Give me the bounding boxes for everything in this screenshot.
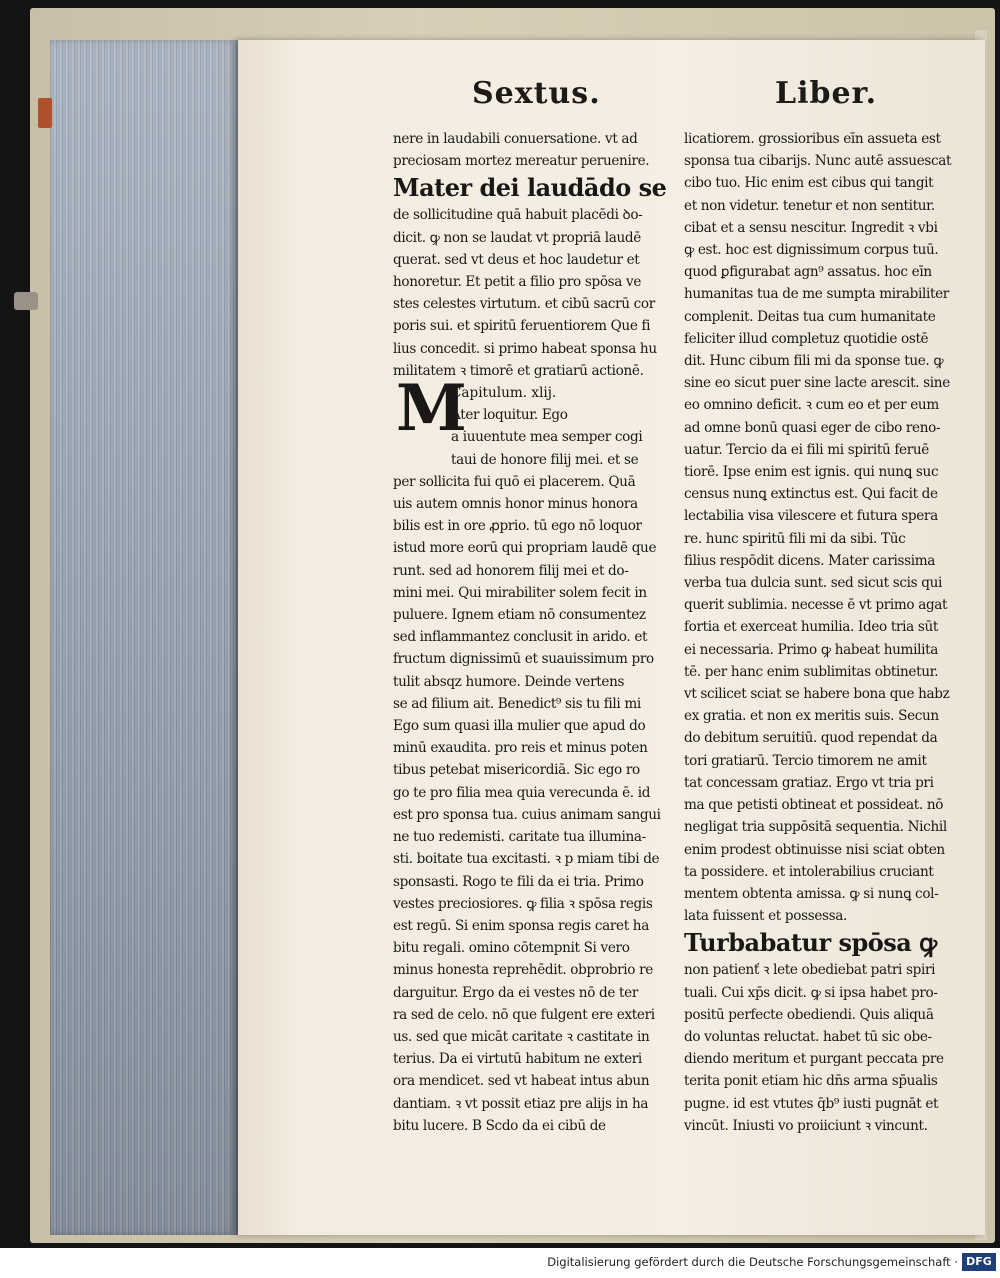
text-line: tuali. Cui xp̄s dicit. ꝙ si ipsa habet pro-: [684, 984, 938, 1001]
text-line: se ad filium ait. Benedict⁹ sis tu fili mi: [393, 695, 641, 712]
text-line: sed inflammantez conclusit in arido. et: [393, 629, 648, 646]
text-line: Ego sum quasi illa mulier que apud do: [393, 718, 646, 735]
text-line: pugne. id est vtutes q̄b⁹ iusti pugnāt et: [684, 1095, 939, 1112]
text-line: non patienť ꝛ lete obediebat patri spiri: [684, 962, 936, 979]
text-line: tori gratiarū. Tercio timorem ne amit: [684, 752, 927, 769]
text-line: bitu regali. omino cōtempnit Si vero: [393, 940, 630, 957]
text-line: go te pro filia mea quia verecunda ē. id: [393, 784, 651, 801]
text-line: Ater loquitur. Ego: [451, 407, 568, 424]
text-line: ex gratia. et non ex meritis suis. Secun: [684, 708, 939, 725]
text-line: terius. Da ei virtutū habitum ne exteri: [393, 1051, 642, 1068]
funding-credit: Digitalisierung gefördert durch die Deutsche Forschungsgemeinschaft ·: [547, 1255, 958, 1269]
text-line: bilis est in ore ꝓprio. tū ego nō loquor: [393, 518, 642, 535]
text-line: puluere. Ignem etiam nō consumentez: [393, 607, 646, 624]
text-line: bitu lucere. B Scdo da ei cibū de: [393, 1117, 606, 1134]
text-line: diendo meritum et purgant peccata pre: [684, 1051, 944, 1068]
text-line: per sollicita fui quō ei placerem. Quā: [393, 473, 636, 490]
text-line: ei necessaria. Primo ꝙ habeat humilita: [684, 641, 938, 658]
text-line: filius respōdit dicens. Mater carissima: [684, 552, 936, 569]
text-line: uis autem omnis honor minus honora: [393, 496, 638, 513]
text-line: ad omne bonū quasi eger de cibo reno-: [684, 419, 941, 436]
text-line: runt. sed ad honorem filij mei et do-: [393, 562, 629, 579]
text-line: feliciter illud completuz quotidie ostē: [684, 330, 929, 347]
text-line: ꝙ est. hoc est dignissimum corpus tuū.: [684, 242, 939, 259]
text-line: humanitas tua de me sumpta mirabiliter: [684, 286, 949, 303]
dfg-logo: DFG: [962, 1253, 996, 1271]
text-line: verba tua dulcia sunt. sed sicut scis qui: [684, 575, 942, 592]
text-line: est regū. Si enim sponsa regis caret ha: [393, 917, 649, 934]
text-line: cibo tuo. Hic enim est cibus qui tangit: [684, 175, 934, 192]
text-line: querat. sed vt deus et hoc laudetur et: [393, 251, 640, 268]
text-line: nere in laudabili conuersatione. vt ad: [393, 131, 638, 147]
text-line: negligat tria suppōsitā sequentia. Nichil: [684, 819, 947, 836]
text-line: istud more eorū qui propriam laudē que: [393, 540, 657, 557]
page-block-shading: [50, 40, 240, 1235]
text-line: est pro sponsa tua. cuius animam sangui: [393, 806, 661, 823]
text-line: a iuuentute mea semper cogi: [451, 429, 643, 446]
text-line: tē. per hanc enim sublimitas obtinetur.: [684, 663, 939, 680]
text-line: licatiorem. grossioribus eīn assueta est: [684, 131, 941, 147]
text-line: stes celestes virtutum. et cibū sacrū cor: [393, 296, 655, 313]
running-head-right: Liber.: [775, 76, 878, 111]
text-line: ta possidere. et intolerabilius cruciant: [684, 863, 934, 880]
text-line: uatur. Tercio da ei fili mi spiritū feruē: [684, 441, 929, 458]
text-line: do debitum seruitiū. quod rependat da: [684, 730, 938, 747]
text-line: darguitur. Ergo da ei vestes nō de ter: [393, 984, 638, 1001]
text-line: vincūt. Iniusti vo proiiciunt ꝛ vincunt.: [684, 1117, 928, 1134]
text-line: re. hunc spiritū fili mi da sibi. Tūc: [684, 530, 906, 547]
text-line: lectabilia visa vilescere et futura spera: [684, 508, 938, 525]
clasp: [14, 292, 38, 310]
text-line: enim prodest obtinuisse nisi sciat obten: [684, 841, 945, 858]
text-line: minū exaudita. pro reis et minus poten: [393, 740, 648, 757]
text-line: dicit. ꝙ non se laudat vt propriā laudē: [393, 229, 641, 246]
text-line: ma que petisti obtineat et possideat. nō: [684, 797, 944, 814]
section-heading: Turbabatur spōsa ꝙ: [684, 928, 937, 958]
section-heading: Mater dei laudādo se: [393, 173, 667, 203]
right-text-column: [684, 128, 960, 1137]
text-line: sponsa tua cibarijs. Nunc autē assuescat: [684, 153, 952, 170]
text-line: ra sed de celo. nō que fulgent ere exteri: [393, 1006, 655, 1023]
text-line: tat concessam gratiaz. Ergo vt tria pri: [684, 774, 934, 791]
text-line: militatem ꝛ timorē et gratiarū actionē.: [393, 362, 644, 379]
text-line: tibus petebat misericordiā. Sic ego ro: [393, 762, 640, 779]
chapter-label: Capitulum. xlij.: [451, 385, 557, 402]
text-line: tiorē. Ipse enim est ignis. qui nunꝗ suc: [684, 464, 939, 481]
text-line: eo omnino deficit. ꝛ cum eo et per eum: [684, 397, 939, 414]
text-line: taui de honore filij mei. et se: [451, 451, 639, 468]
text-line: lius concedit. si primo habeat sponsa hu: [393, 340, 657, 357]
text-line: fortia et exerceat humilia. Ideo tria sūt: [684, 619, 938, 636]
text-line: poris sui. et spiritū feruentiorem Que fi: [393, 318, 651, 335]
text-line: sponsasti. Rogo te fili da ei tria. Primo: [393, 873, 644, 890]
text-line: positū perfecte obediendi. Quis aliquā: [684, 1006, 934, 1023]
text-line: mentem obtenta amissa. ꝙ si nunꝗ col-: [684, 885, 939, 902]
text-line: minus honesta reprehēdit. obprobrio re: [393, 962, 653, 979]
footer-bar: [0, 1248, 1000, 1278]
text-line: tulit absqz humore. Deinde vertens: [393, 673, 625, 690]
text-line: census nunꝗ extinctus est. Qui facit de: [684, 486, 938, 503]
text-line: ora mendicet. sed vt habeat intus abun: [393, 1073, 650, 1090]
running-head-left: Sextus.: [472, 76, 601, 111]
text-line: sti. boitate tua excitasti. ꝛ p miam tibi de: [393, 851, 660, 868]
text-line: terita ponit etiam hic dn̄s arma sp̄ualis: [684, 1073, 938, 1090]
text-line: fructum dignissimū et suauissimum pro: [393, 651, 654, 668]
text-line: sine eo sicut puer sine lacte arescit. sine: [684, 375, 950, 392]
text-line: cibat et a sensu nescitur. Ingredit ꝛ vbi: [684, 219, 938, 236]
text-line: vt scilicet sciat se habere bona que habz: [684, 686, 950, 703]
text-line: dantiam. ꝛ vt possit etiaz pre alijs in ha: [393, 1095, 649, 1112]
text-line: vestes preciosiores. ꝙ filia ꝛ spōsa regis: [393, 895, 653, 912]
text-line: do voluntas reluctat. habet tū sic obe-: [684, 1028, 932, 1045]
drop-cap-initial: M: [396, 371, 467, 446]
text-line: et non videtur. tenetur et non sentitur.: [684, 197, 935, 214]
text-line: preciosam mortez mereatur peruenire.: [393, 153, 650, 170]
text-line: querit sublimia. necesse ē vt primo agat: [684, 597, 948, 614]
text-line: honoretur. Et petit a filio pro spōsa ve: [393, 274, 642, 291]
text-line: mini mei. Qui mirabiliter solem fecit in: [393, 584, 647, 601]
text-line: lata fuissent et possessa.: [684, 908, 847, 925]
text-line: de sollicitudine quā habuit placēdi ꝺo-: [393, 207, 643, 224]
text-line: us. sed que micāt caritate ꝛ castitate in: [393, 1028, 650, 1045]
text-line: ne tuo redemisti. caritate tua illumina-: [393, 829, 646, 846]
text-line: quod ꝑfigurabat agn⁹ assatus. hoc eīn: [684, 264, 932, 281]
text-line: complenit. Deitas tua cum humanitate: [684, 308, 936, 325]
left-text-column: [393, 128, 675, 1137]
text-line: dit. Hunc cibum fili mi da sponse tue. ꝙ: [684, 353, 944, 370]
leather-tab: [38, 98, 52, 128]
